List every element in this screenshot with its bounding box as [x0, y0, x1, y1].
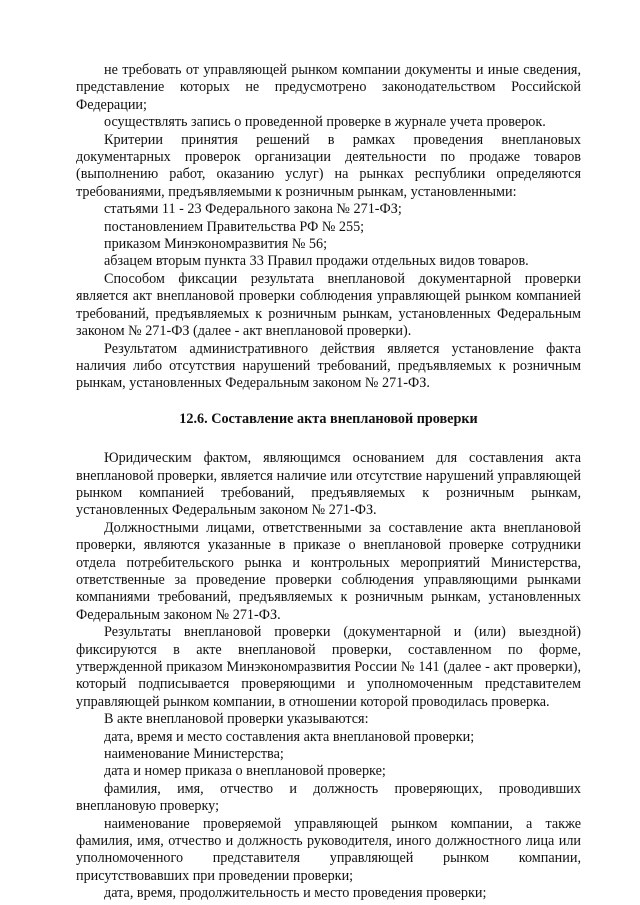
list-item: дата, время и место составления акта внеплановой проверки; [104, 728, 475, 745]
list-item: статьями 11 - 23 Федерального закона № 271-ФЗ; [104, 201, 402, 218]
paragraph: Юридическим фактом, являющимся основанием для составления акта внеплановой проверки, является наличие или отсутствие нарушений управляющей рынком компанией требований, предъявляемых к розничным рынкам, установленных Федеральным законом № 271-ФЗ. [76, 450, 581, 519]
paragraph: Критерии принятия решений в рамках проведения внеплановых документарных проверок организации деятельности по продаже товаров (выполнению работ, оказанию услуг) на рынках республики определяются требованиями, предъявляемыми к розничным рынкам, установленными: [76, 131, 581, 200]
list-item: наименование Министерства; [104, 746, 284, 763]
paragraph: В акте внеплановой проверки указываются: [104, 711, 369, 728]
paragraph: Результаты внеплановой проверки (документарной и (или) выездной) фиксируются в акте внеплановой проверки, составленном по форме, утвержденной приказом Минэкономразвития России № 141 (далее - акт проверки), который подписывается проверяющими и уполномоченным представителем управляющей рынком компании, в отношении которой проводилась проверка. [76, 624, 581, 710]
list-item: дата и номер приказа о внеплановой проверке; [104, 763, 386, 780]
list-item: постановлением Правительства РФ № 255; [104, 218, 365, 235]
list-item: фамилия, имя, отчество и должность проверяющих, проводивших внеплановую проверку; [76, 780, 581, 815]
paragraph: Должностными лицами, ответственными за составление акта внеплановой проверки, являются указанные в приказе о внеплановой проверке сотрудники отдела потребительского рынка и контрольных мероприятий Министерства, ответственные за проведение проверки соблюдения управляющими рынками компаниями требований, предъявляемых к розничным рынкам, установленных Федеральным законом № 271-ФЗ. [76, 519, 581, 623]
list-item: дата, время, продолжительность и место проведения проверки; [104, 885, 487, 902]
list-item: наименование проверяемой управляющей рынком компании, а также фамилия, имя, отчество и должность руководителя, иного должностного лица или уполномоченного представителя управляющей рынком компании, присутствовавших при проведении проверки; [76, 815, 581, 884]
paragraph: Способом фиксации результата внеплановой документарной проверки является акт внеплановой проверки соблюдения управляющей рынком компанией требований, предъявляемых к розничным рынкам, установленных Федеральным законом № 271-ФЗ (далее - акт внеплановой проверки). [76, 270, 581, 340]
list-item: приказом Минэкономразвития № 56; [104, 236, 328, 253]
list-item: абзацем вторым пункта 33 Правил продажи отдельных видов товаров. [104, 253, 529, 270]
paragraph: осуществлять запись о проведенной проверке в журнале учета проверок. [104, 114, 546, 131]
paragraph: не требовать от управляющей рынком компании документы и иные сведения, представление которых не предусмотрено законодательством Российской Федерации; [76, 62, 581, 113]
paragraph: Результатом административного действия является установление факта наличия либо отсутствия нарушений требований, предъявляемых к розничным рынкам, установленных Федеральным законом № 271-ФЗ. [76, 340, 581, 392]
section-heading: 12.6. Составление акта внеплановой проверки [179, 410, 478, 427]
document-page [76, 62, 581, 903]
